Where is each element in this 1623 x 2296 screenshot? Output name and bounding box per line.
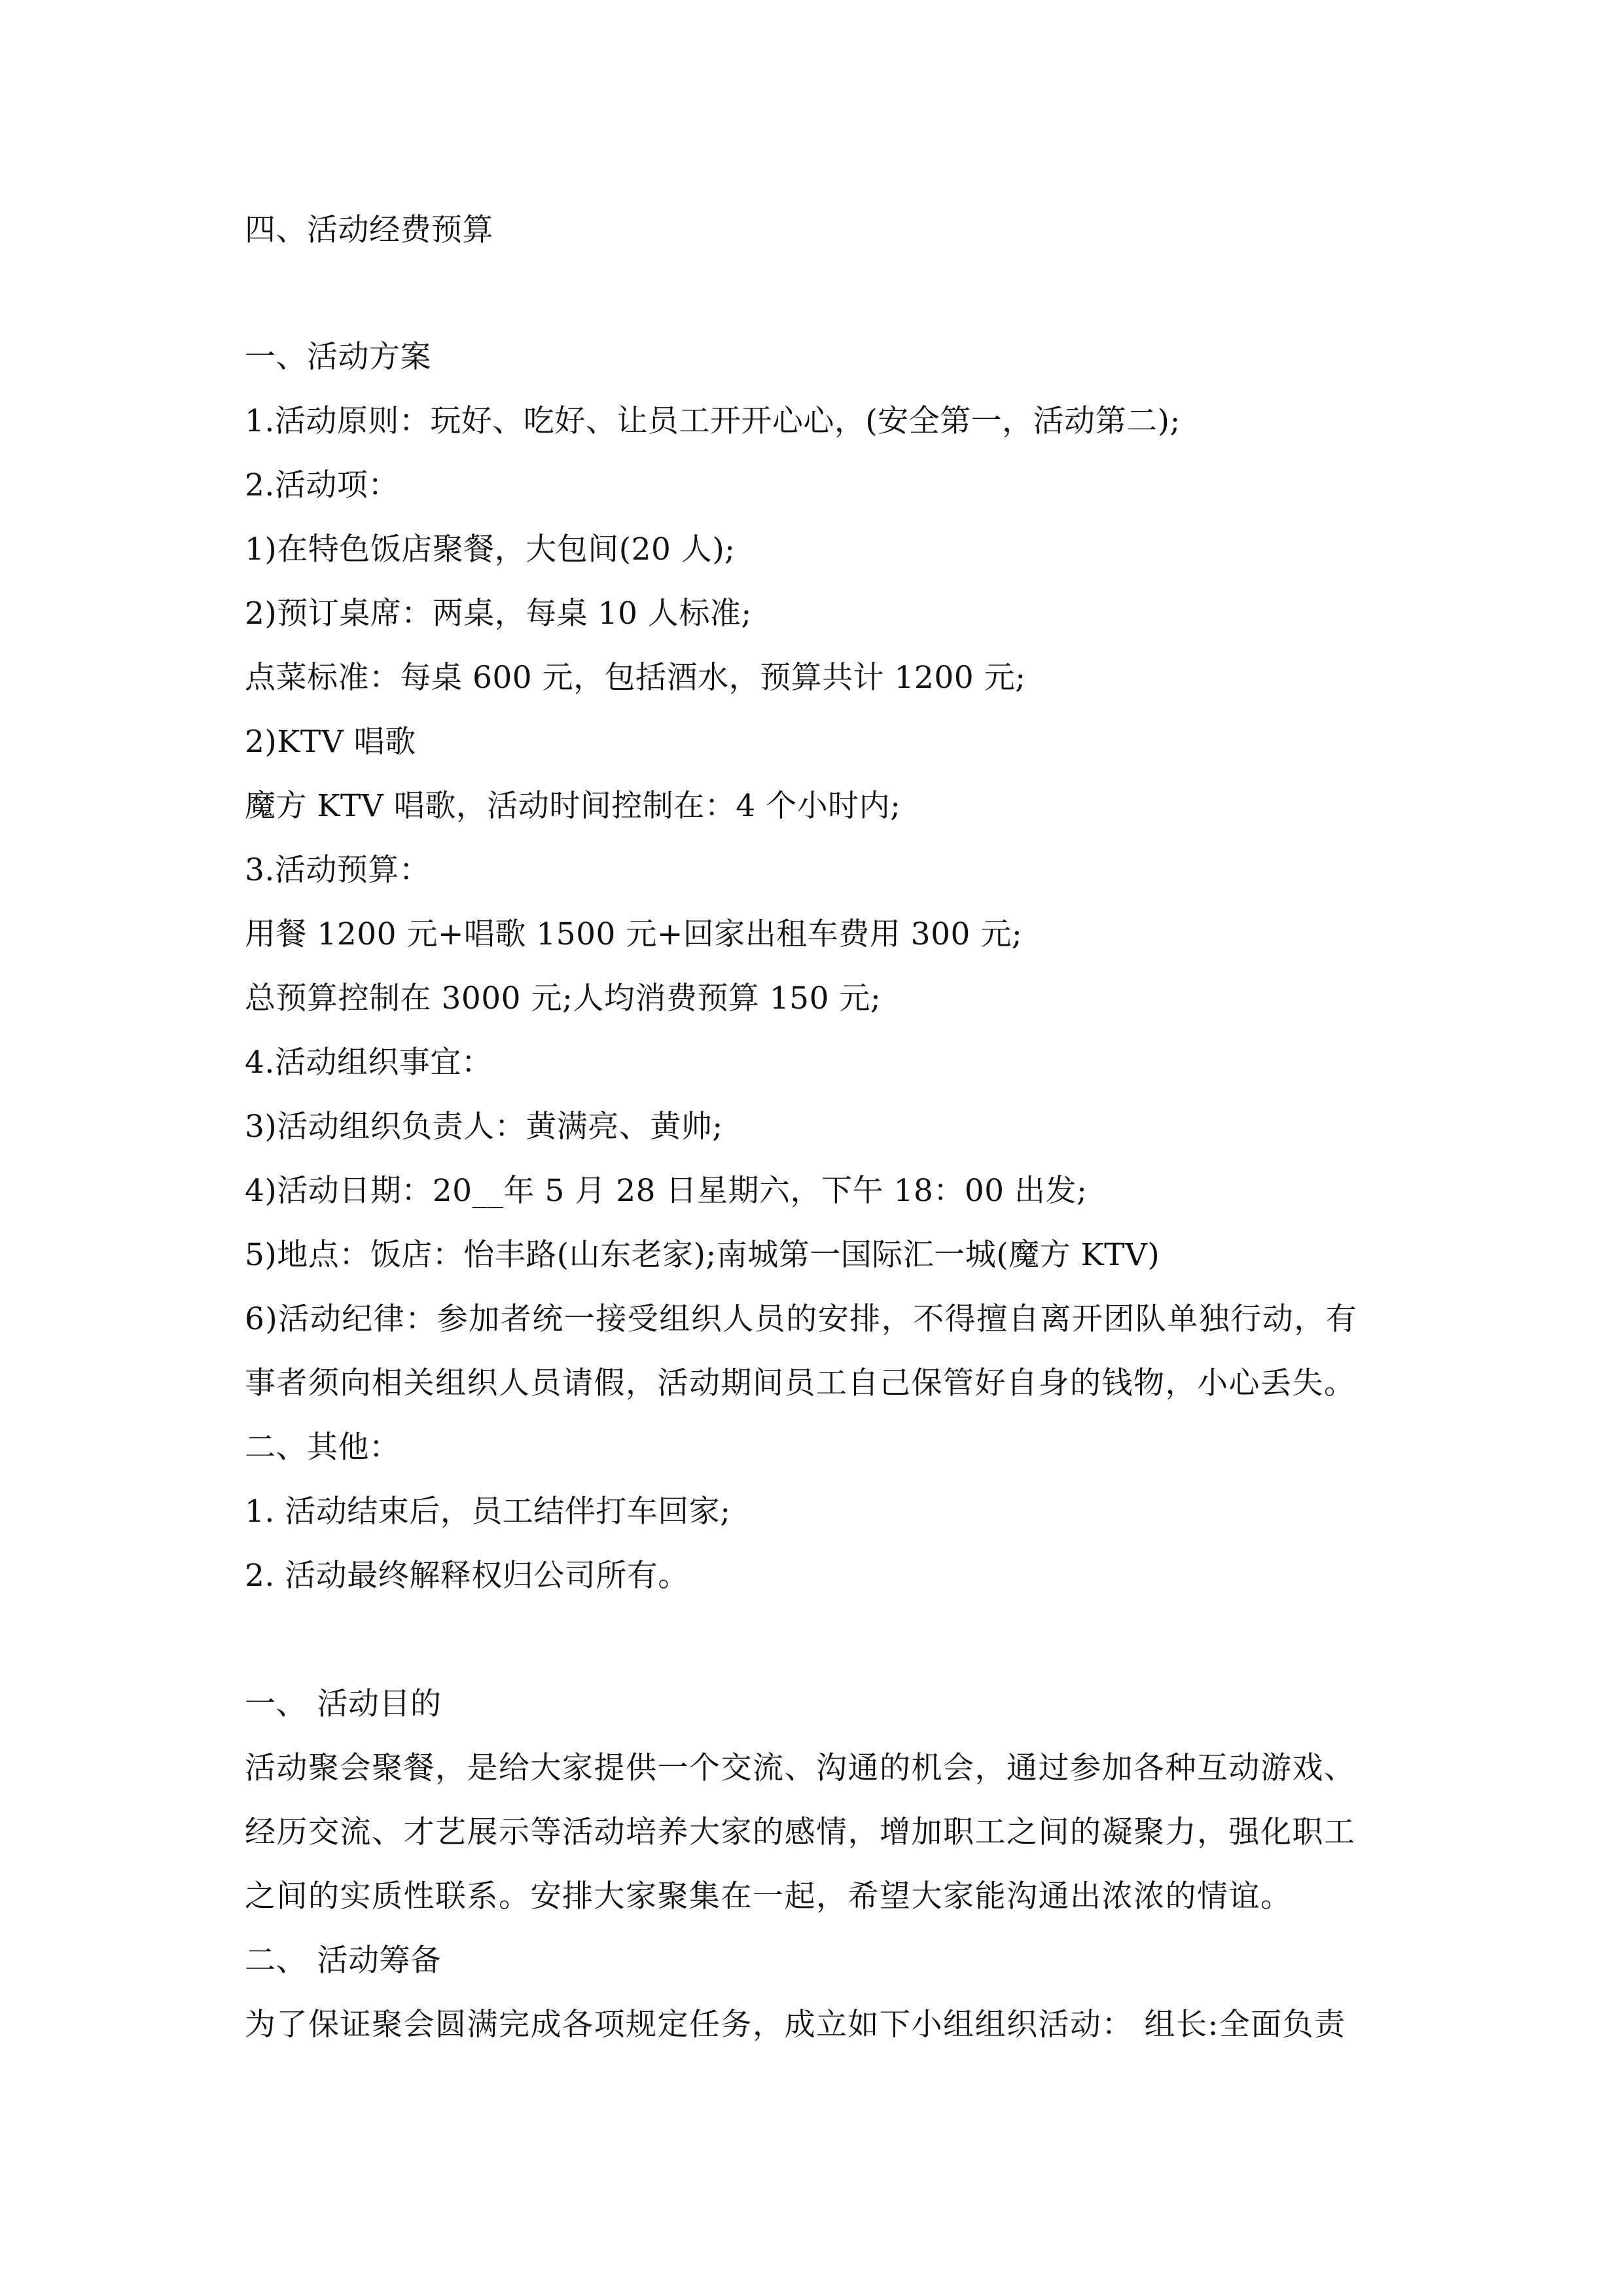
- text-line: 经历交流、才艺展示等活动培养大家的感情，增加职工之间的凝聚力，强化职工: [245, 1814, 1356, 1850]
- text-line: 1.活动原则：玩好、吃好、让员工开开心心，(安全第一，活动第二);: [245, 403, 1181, 439]
- text-line: 3.活动预算：: [245, 852, 431, 888]
- text-line: 3)活动组织负责人：黄满亮、黄帅;: [245, 1109, 723, 1145]
- text-line: 5)地点：饭店：怡丰路(山东老家);南城第一国际汇一城(魔方 KTV): [245, 1237, 1160, 1273]
- section-heading-other: 二、其他：: [245, 1429, 401, 1465]
- text-line: 2)KTV 唱歌: [245, 724, 416, 760]
- text-line: 活动聚会聚餐，是给大家提供一个交流、沟通的机会，通过参加各种互动游戏、: [245, 1750, 1356, 1786]
- text-line: 事者须向相关组织人员请假，活动期间员工自己保管好自身的钱物，小心丢失。: [245, 1365, 1356, 1401]
- text-line: 2.活动项：: [245, 467, 399, 503]
- text-line: 用餐 1200 元+唱歌 1500 元+回家出租车费用 300 元;: [245, 916, 1023, 952]
- text-line: 之间的实质性联系。安排大家聚集在一起，希望大家能沟通出浓浓的情谊。: [245, 1878, 1293, 1914]
- text-line: 6)活动纪律：参加者统一接受组织人员的安排，不得擅自离开团队单独行动，有: [245, 1301, 1358, 1337]
- text-line: 4)活动日期：20__年 5 月 28 日星期六，下午 18：00 出发;: [245, 1173, 1088, 1209]
- text-line: 魔方 KTV 唱歌，活动时间控制在：4 个小时内;: [245, 788, 901, 824]
- text-line: 总预算控制在 3000 元;人均消费预算 150 元;: [245, 980, 882, 1016]
- section-heading-budget: 四、活动经费预算: [245, 212, 493, 248]
- text-line: 1)在特色饭店聚餐，大包间(20 人);: [245, 531, 736, 567]
- text-line: 4.活动组织事宜：: [245, 1045, 493, 1081]
- section-heading-purpose: 一、 活动目的: [245, 1686, 442, 1722]
- section-heading-preparation: 二、 活动筹备: [245, 1943, 442, 1979]
- text-line: 点菜标准：每桌 600 元，包括酒水，预算共计 1200 元;: [245, 660, 1026, 696]
- text-line: 2. 活动最终解释权归公司所有。: [245, 1558, 689, 1594]
- text-line: 为了保证聚会圆满完成各项规定任务，成立如下小组组织活动： 组长:全面负责: [245, 2007, 1346, 2043]
- section-heading-plan: 一、活动方案: [245, 339, 431, 375]
- text-line: 1. 活动结束后，员工结伴打车回家;: [245, 1494, 731, 1530]
- text-line: 2)预订桌席：两桌，每桌 10 人标准;: [245, 596, 752, 632]
